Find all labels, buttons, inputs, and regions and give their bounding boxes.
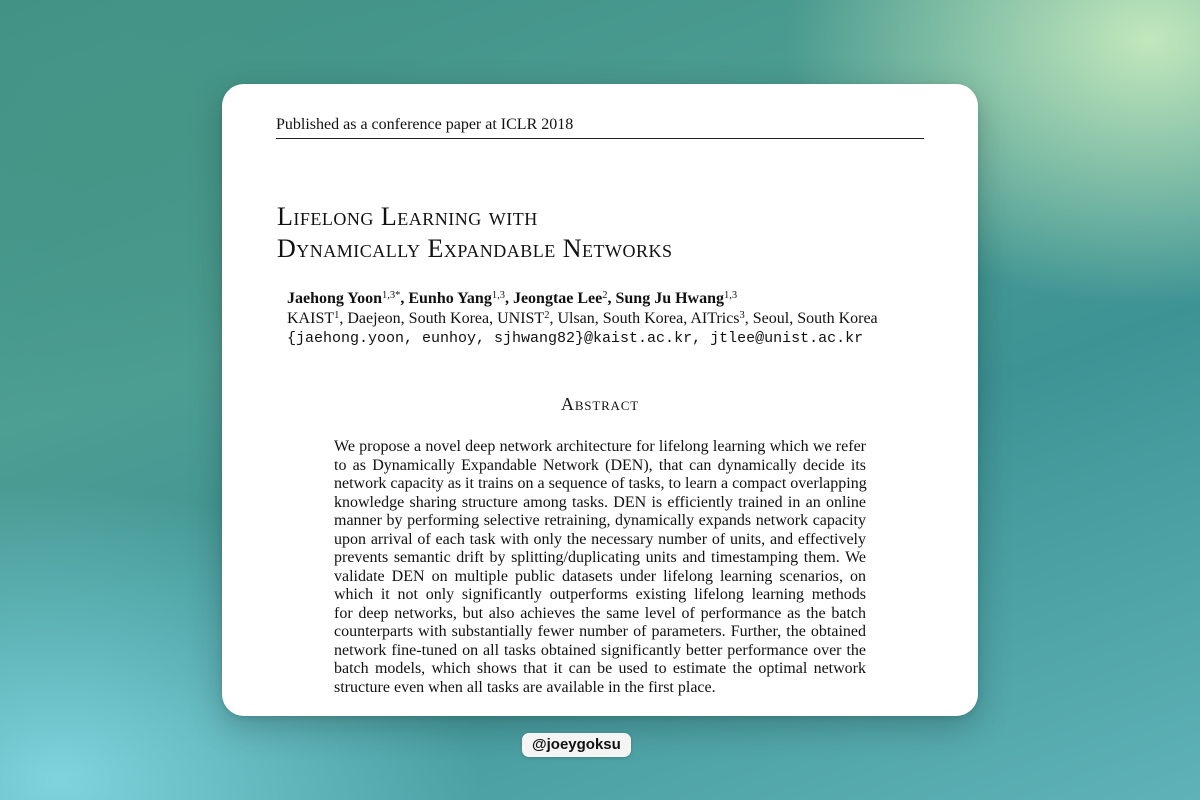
abstract-line: network fine-tuned on all tasks obtained significantly better performance over the [334,641,866,659]
paper-card [222,84,978,716]
abstract-line: upon arrival of each task with only the necessary number of units, and effectively [334,530,866,548]
author-affil-sup: 1,3 [381,290,396,301]
affiliation-name: KAIST [287,310,335,327]
author-block [287,289,947,349]
abstract-line: which it not only significantly outperforms existing lifelong learning methods [334,586,866,603]
affiliation-sup: 1 [334,310,340,321]
author-mark: * [395,290,401,301]
abstract-line: structure even when all tasks are available in the first place. [334,678,716,696]
paper-title-line-1: Lifelong Learning with [277,202,538,231]
author-name: Eunho Yang [408,290,492,307]
author-handle-badge: @joeygoksu [522,733,631,757]
author-affil-sup: 2 [602,290,608,301]
author-sep: , [504,290,513,307]
abstract-line: counterparts with substantially fewer number of parameters. Further, the obtained [334,623,866,640]
author-affil-sup: 1,3 [491,290,505,301]
affiliation-sup: 2 [544,310,550,321]
abstract-line: prevents semantic drift by splitting/duplicating units and timestamping them. We [334,549,866,566]
abstract-line: batch models, which shows that it can be used to estimate the optimal network [334,660,866,677]
abstract-heading: Abstract [561,394,639,414]
affiliations [287,309,947,329]
affiliation-name: UNIST [497,310,545,327]
paper-title-line-2: Dynamically Expandable Networks [277,234,673,263]
paper-title [277,201,937,265]
running-header: Published as a conference paper at ICLR 2018 [276,115,924,139]
author-name: Jaehong Yoon [287,290,382,307]
author-sep: , [400,290,409,307]
abstract-line: knowledge sharing structure among tasks. DEN is efficiently trained in an online [334,493,866,511]
affiliation-location: , Daejeon, South Korea, [339,310,498,327]
abstract-body [334,438,866,697]
author-affil-sup: 1,3 [724,290,738,301]
abstract-line: network capacity as it trains on a sequence of tasks, to learn a compact overlapping [334,475,867,492]
abstract-line: for deep networks, but also achieves the same level of performance as the batch [334,604,866,622]
author-names [287,289,947,309]
abstract-line: manner by performing selective retraining, dynamically expands network capacity [334,512,866,529]
author-name: Jeongtae Lee [512,290,603,307]
affiliation-location: , Seoul, South Korea [744,310,878,327]
affiliation-sup: 3 [739,310,745,321]
author-emails: {jaehong.yoon, eunhoy, sjhwang82}@kaist.ac.kr, jtlee@unist.ac.kr [287,330,864,347]
affiliation-location: , Ulsan, South Korea, [549,310,691,327]
affiliation-name: AITrics [690,310,740,327]
abstract-line: We propose a novel deep network architecture for lifelong learning which we refer [334,438,866,455]
author-name: Sung Ju Hwang [615,290,724,307]
abstract-line: to as Dynamically Expandable Network (DEN), that can dynamically decide its [334,456,866,474]
abstract-line: validate DEN on multiple public datasets under lifelong learning scenarios, on [334,567,866,585]
author-sep: , [607,290,616,307]
